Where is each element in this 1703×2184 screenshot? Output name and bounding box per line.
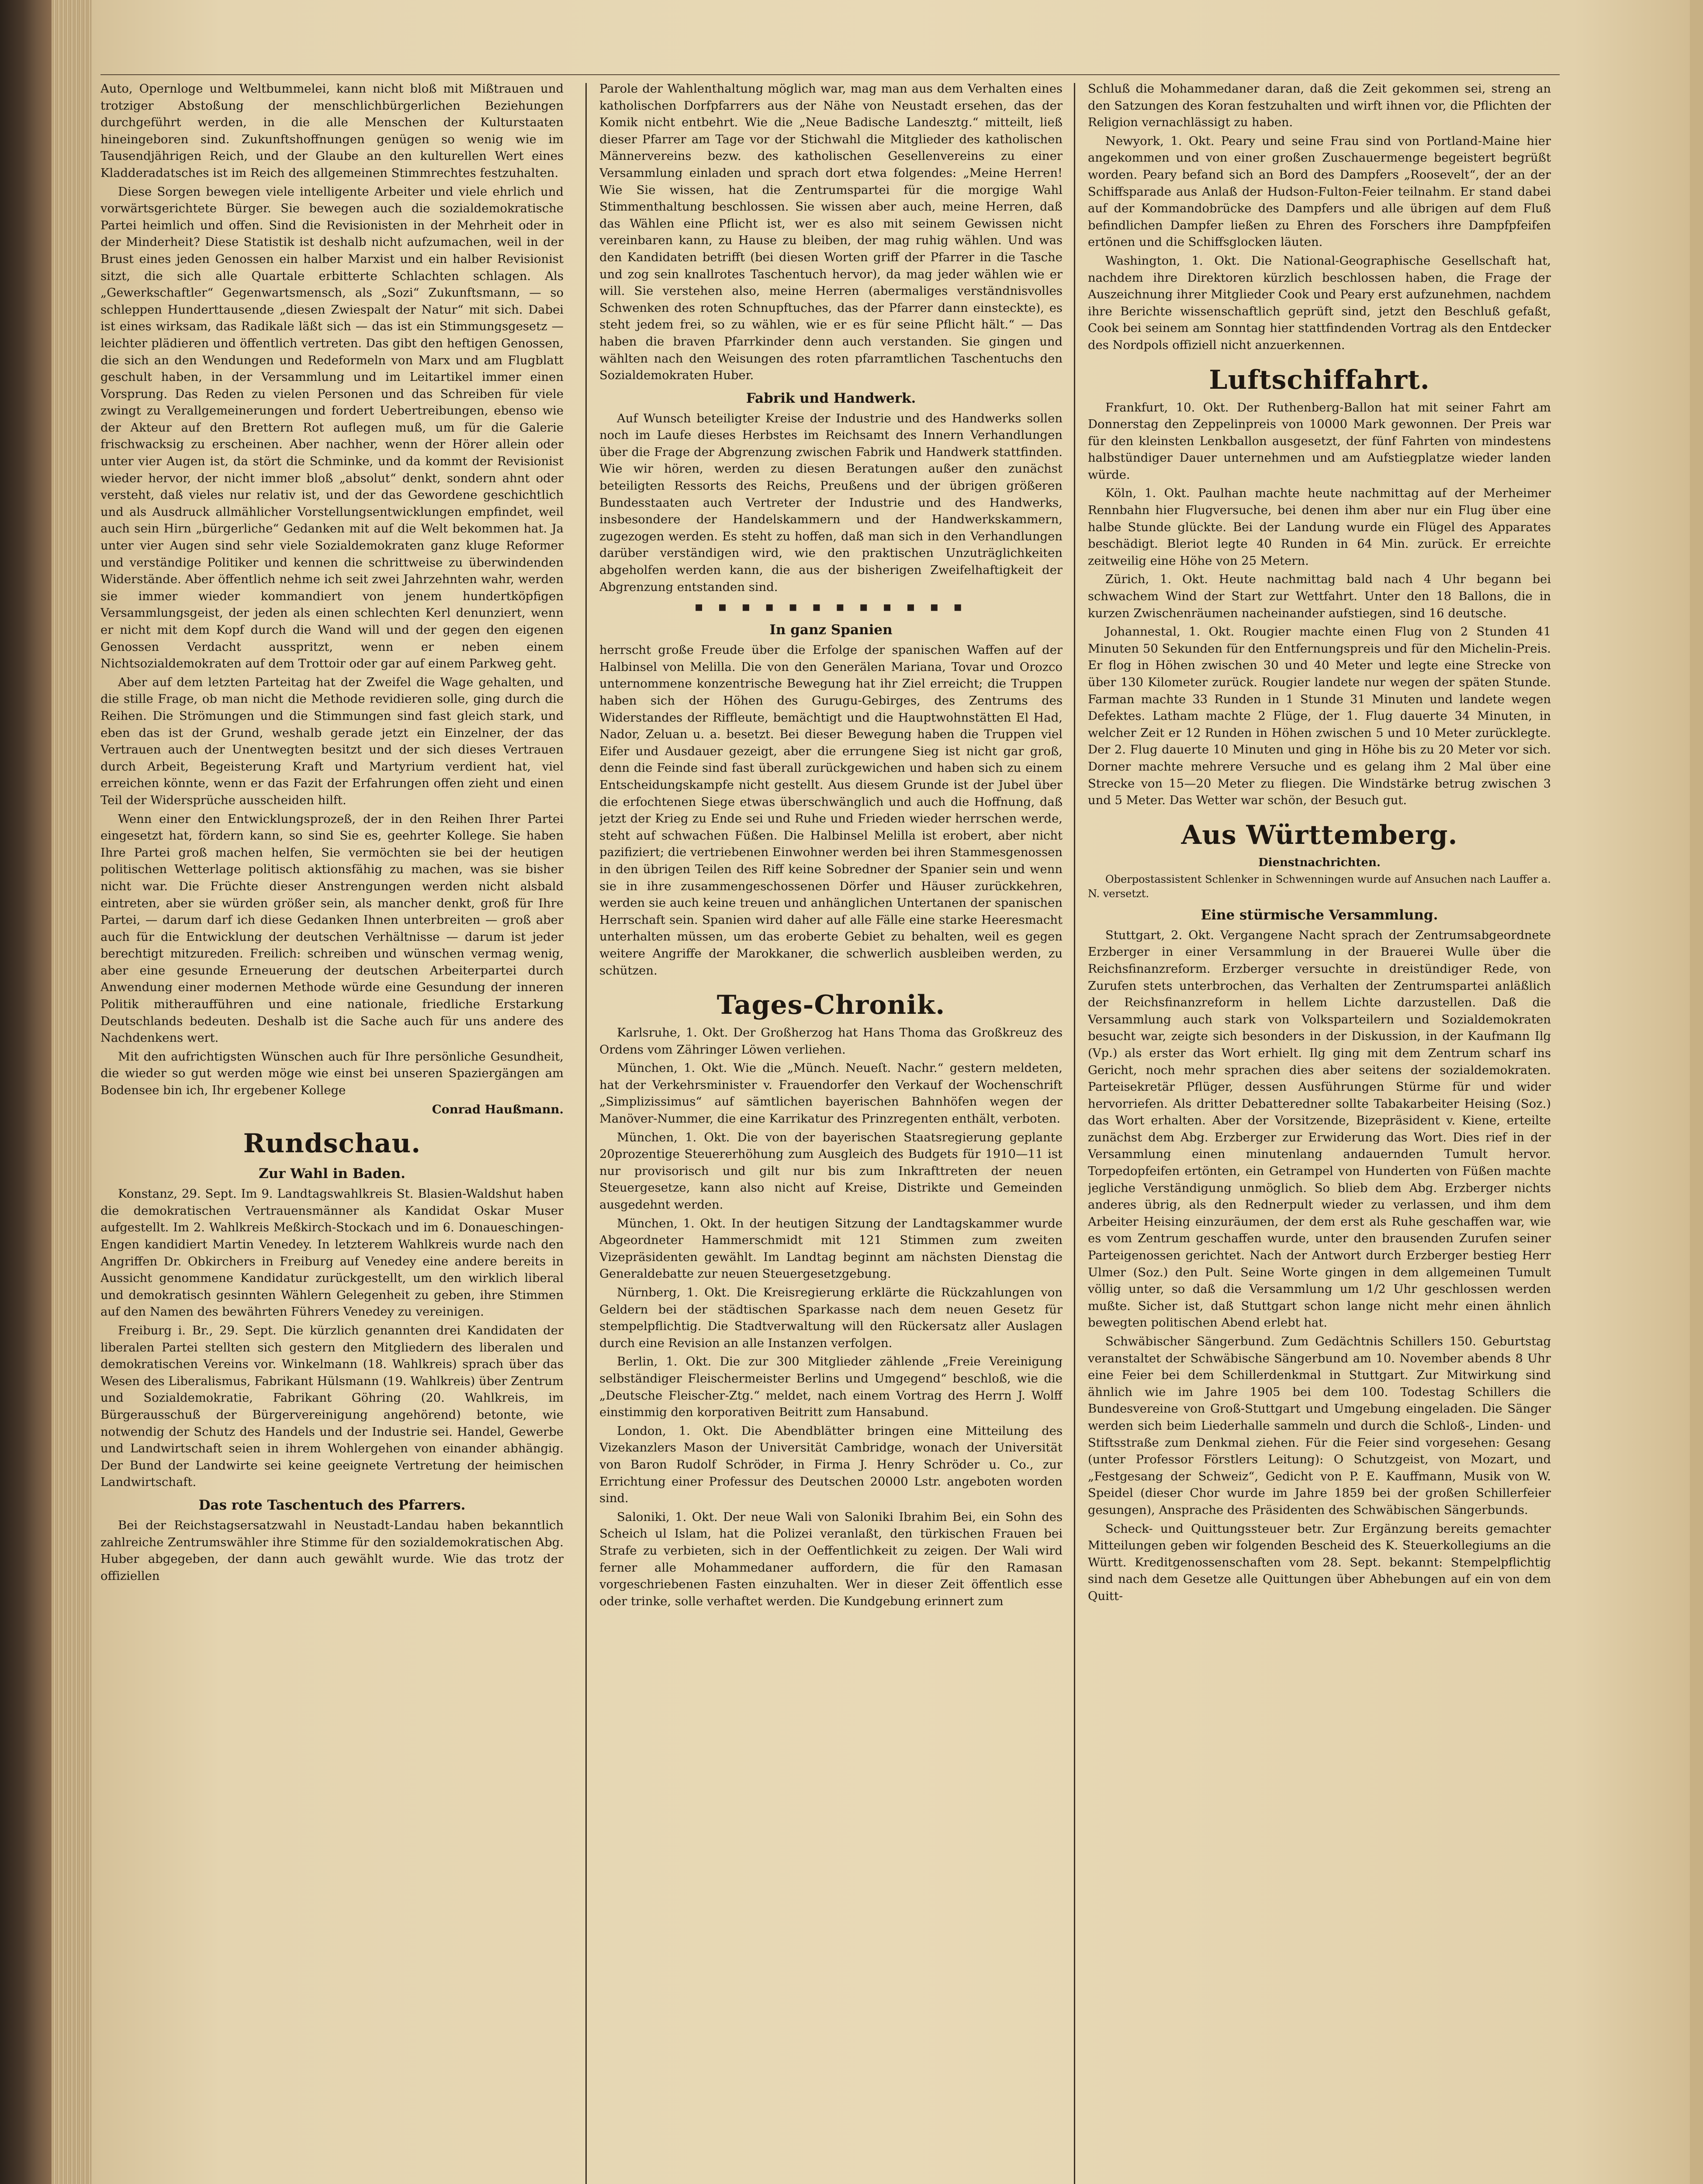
page-edges xyxy=(52,0,92,2184)
news-item: Scheck- und Quittungssteuer betr. Zur Ergänzung bereits gemachter Mitteilungen geben wir folgenden Bescheid des K. Steuerkollegiums an die Württ. Kreditgenossenschaften vom 28. Sept. bekannt: Stempelpflichtig sind nach dem Gesetze alle Quittungen über Abhebungen auf ein von dem Quitt- xyxy=(1088,1522,1551,1603)
right-margin-strip xyxy=(1690,0,1703,2184)
news-item: Newyork, 1. Okt. Peary und seine Frau sind von Portland-Maine hier angekommen und von einer großen Zuschauermenge begeistert begrüßt worden. Peary befand sich an Bord des Dampfers „Roosevelt“, der an der Schiffsparade aus Anlaß der Hudson-Fulton-Feier teilnahm. Er stand dabei auf der Kommandobrücke des Dampfers und alle übrigen auf dem Fluß befindlichen Dampfer ließen zu Ehren des Forschers ihre Dampfpfeifen ertönen und die Schiffsglocken läuten. xyxy=(1088,134,1551,249)
news-item: Schwäbischer Sängerbund. Zum Gedächtnis Schillers 150. Geburtstag veranstaltet der Schwäbische Sängerbund am 10. November abends 8 Uhr eine Feier bei dem Schillerdenkmal in Stuttgart. Zur Mitwirkung sind ähnlich wie im Jahre 1905 bei dem 100. Todestag Schillers die Bundesvereine von Groß-Stuttgart und Umgebung eingeladen. Die Sänger werden sich beim Liederhalle sammeln und durch die Schloß-, Linden- und Stiftsstraße zum Denkmal ziehen. Für die Feier sind vorgesehen: Gesang (unter Professor Förstlers Leitung): O Schutzgeist, von Mozart, und „Festgesang der Schweiz“, Gedicht von P. E. Kauffmann, Musik von W. Speidel (dieser Chor wurde im Jahre 1859 bei der großen Schillerfeier gesungen), Ansprache des Präsidenten des Schwäbischen Sängerbunds. xyxy=(1088,1335,1551,1517)
news-item: Nürnberg, 1. Okt. Die Kreisregierung erklärte die Rückzahlungen von Geldern bei der städtischen Sparkasse nach dem neuen Gesetz für stempelpflichtig. Die Stadtverwaltung will den Rückersatz aller Auslagen durch eine Revision an alle Instanzen verfolgen. xyxy=(599,1286,1063,1350)
article-paragraph: Parole der Wahlenthaltung möglich war, mag man aus dem Verhalten eines katholischen Dorfpfarrers aus der Nähe von Neustadt ersehen, das der Komik nicht entbehrt. Wie die „Neue Badische Landesztg.“ mitteilt, ließ dieser Pfarrer am Tage vor der Stichwahl die Mitglieder des katholischen Männervereins bezw. des katholischen Gesellenvereins zu einer Versammlung einladen und sprach dort etwa folgendes: „Meine Herren! Wie Sie wissen, hat die Zentrumspartei für die morgige Wahl Stimmenthaltung beschlossen. Sie wissen aber auch, meine Herren, daß das Wählen eine Pflicht ist, wer es also mit seinem Gewissen nicht vereinbaren kann, zu Hause zu bleiben, der mag ruhig wählen. Und was den Kandidaten betrifft (bei diesen Worten griff der Pfarrer in die Tasche und zog sein knallrotes Taschentuch hervor), da mag jeder wählen wie er will. Sie verstehen also, meine Herren (abermaliges verständnisvolles Schwenken des roten Schnupftuches, das der Pfarrer dann einsteckte), es steht jedem frei, so zu wählen, wie er es für seine Pflicht hält.“ — Das haben die braven Pfarrkinder denn auch verstanden. Sie gingen und wählten nach den Weisungen des roten pfarramtlichen Taschentuchs den Sozialdemokraten Huber. xyxy=(599,82,1063,383)
section-title-luftschiffahrt: Luftschiffahrt. xyxy=(1209,364,1430,395)
news-item: München, 1. Okt. Die von der bayerischen Staatsregierung geplante 20prozentige Steuererhöhung zum Ausgleich des Budgets für 1910—11 ist nur provisorisch und gilt nur bis zum Inkrafttreten der neuen Steuergesetze, kann also nicht auf Kreise, Distrikte und Gemeinden ausgedehnt werden. xyxy=(599,1130,1063,1212)
news-item: London, 1. Okt. Die Abendblätter bringen eine Mitteilung des Vizekanzlers Mason der Universität Cambridge, wonach der Universität von Baron Rudolf Schröder, in Firma J. Henry Schröder u. Co., zur Errichtung einer Professur des Deutschen 20000 Lstr. angeboten worden sind. xyxy=(599,1424,1063,1506)
news-item: Frankfurt, 10. Okt. Der Ruthenberg-Ballon hat mit seiner Fahrt am Donnerstag den Zeppelinpreis von 10000 Mark gewonnen. Der Preis war für den kleinsten Lenkballon ausgesetzt, der fünf Fahrten von mindestens halbstündiger Dauer unternehmen und am Aufstiegplatze wieder landen würde. xyxy=(1088,401,1551,482)
signature: Conrad Haußmann. xyxy=(432,1102,564,1116)
headline-fabrik-handwerk: Fabrik und Handwerk. xyxy=(746,390,916,406)
column-2 xyxy=(599,81,1063,2184)
section-title-wuerttemberg: Aus Württemberg. xyxy=(1181,819,1458,850)
headline-wahl-baden: Zur Wahl in Baden. xyxy=(259,1166,405,1182)
news-item: Saloniki, 1. Okt. Der neue Wali von Saloniki Ibrahim Bei, ein Sohn des Scheich ul Islam, hat die Polizei veranlaßt, den türkischen Frauen bei Strafe zu verbieten, sich in der Oeffentlichkeit zu zeigen. Der Wali wird ferner alle Mohammedaner auffordern, die für den Ramasan vorgeschriebenen Fasten einzuhalten. Wer in dieser Zeit öffentlich esse oder trinke, solle verhaftet werden. Die Kundgebung erinnert zum xyxy=(599,1510,1063,1608)
article-paragraph: herrscht große Freude über die Erfolge der spanischen Waffen auf der Halbinsel von Melilla. Die von den Generälen Mariana, Tovar und Orozco unternommene konzentrische Bewegung hat ihr Ziel erreicht; die Truppen haben sich der Höhen des Gurugu-Gebirges, des Zentrums des Widerstandes der Riffleute, bemächtigt und die Hauptwohnstätten El Had, Nador, Zeluan u. a. besetzt. Bei dieser Bewegung haben die Truppen viel Eifer und Ausdauer gezeigt, aber die errungene Sieg ist nicht gar groß, denn die Feinde sind fast überall zurückgewichen und haben sich zu einem Entscheidungskampfe nicht gestellt. Aus diesem Grunde ist der Jubel über die erfochtenen Siege etwas überschwänglich und auch die Hoffnung, daß jetzt der Krieg zu Ende sei und Ruhe und Frieden wieder herrschen werde, steht auf schwachen Füßen. Die Halbinsel Melilla ist erobert, aber nicht pazifiziert; die vertriebenen Einwohner werden bei ihren Stammesgenossen in den übrigen Teilen des Riff keine Sobredner der Spanier sein und wenn sie in ihre zusammengeschossenen Dörfer und Häuser zurückkehren, werden sie auch keine treuen und anhänglichen Untertanen der spanischen Herrschaft sein. Spanien wird daher auf alle Fälle eine starke Heeresmacht unterhalten müssen, um das eroberte Gebiet zu behalten, weil es gegen weitere Angriffe der Marokkaner, die schwerlich ausbleiben werden, zu schützen. xyxy=(599,643,1063,978)
news-item: Karlsruhe, 1. Okt. Der Großherzog hat Hans Thoma das Großkreuz des Ordens vom Zähringer Löwen verliehen. xyxy=(599,1026,1063,1057)
news-item: Oberpostassistent Schlenker in Schwenningen wurde auf Ansuchen nach Lauffer a. N. versetzt. xyxy=(1088,873,1551,900)
article-paragraph: Aber auf dem letzten Parteitag hat der Zweifel die Wage gehalten, und die stille Frage, ob man nicht die Methode revidieren solle, ging durch die Reihen. Die Strömungen und die Stimmungen sind fast gleich stark, und eben das ist der Grund, weshalb gerade jetzt ein Einzelner, der das Vertrauen auch der Unentwegten besitzt und der sich dieses Vertrauen durch Arbeit, Begeisterung Kraft und Martyrium verdient hat, viel erreichen könnte, wenn er das Fazit der Erfahrungen offen zieht und einen Teil der Widersprüche ausscheiden hilft. xyxy=(100,675,564,807)
news-item: Washington, 1. Okt. Die National-Geographische Gesellschaft hat, nachdem ihre Direktoren kürzlich beschlossen haben, die Frage der Auszeichnung ihrer Mitglieder Cook und Peary erst aufzunehmen, nachdem ihre Berichte wissenschaftlich geprüft sind, jetzt den Beschluß gefaßt, Cook bei seinem am Sonntag hier stattfindenden Vortrag als den Entdecker des Nordpols offiziell nicht anzuerkennen. xyxy=(1088,254,1551,352)
headline-taschentuch: Das rote Taschentuch des Pfarrers. xyxy=(198,1497,466,1513)
article-paragraph: Wenn einer den Entwicklungsprozeß, der in den Reihen Ihrer Partei eingesetzt hat, fördern kann, so sind Sie es, geehrter Kollege. Sie haben Ihre Partei groß machen helfen, Sie vermöchten sie bei der heutigen politischen Wetterlage politisch aktionsfähig zu machen, was sie bisher nicht war. Die Früchte dieser Anstrengungen werden nicht alsbald eintreten, aber sie würden größer sein, als mancher denkt, groß für Ihre Partei, — darum darf ich diese Gedanken Ihnen unterbreiten — groß aber auch für die Entwicklung der deutschen Verhältnisse — darum ist jeder berechtigt mitzureden. Freilich: schreiben und wünschen vermag wenig, aber eine gesunde Erneuerung der deutschen Arbeiterpartei durch Anwendung einer modernen Methode würde eine Gesundung der inneren Politik mitheraufführen und eine nationale, friedliche Erstarkung Deutschlands bedeuten. Deshalb ist die Sache auch für uns andere des Nachdenkens wert. xyxy=(100,812,564,1045)
news-item: München, 1. Okt. Wie die „Münch. Neueſt. Nachr.“ gestern meldeten, hat der Verkehrsminister v. Frauendorfer den Verkauf der Wochenschrift „Simplizissimus“ auf sämtlichen bayerischen Bahnhöfen wegen der Manöver-Nummer, die eine Karrikatur des Prinzregenten enthält, verboten. xyxy=(599,1061,1063,1126)
section-title-rundschau: Rundschau. xyxy=(243,1128,421,1159)
column-rule-2 xyxy=(1074,83,1075,2184)
article-paragraph: Bei der Reichstagsersatzwahl in Neustadt-Landau haben bekanntlich zahlreiche Zentrumswähler ihre Stimme für den sozialdemokratischen Abg. Huber abgegeben, der dann auch gewählt wurde. Wie das trotz der offiziellen xyxy=(100,1518,564,1583)
column-3 xyxy=(1088,81,1551,2184)
column-rule-1 xyxy=(585,83,587,2184)
book-binding xyxy=(0,0,52,2184)
news-item: München, 1. Okt. In der heutigen Sitzung der Landtagskammer wurde Abgeordneter Hammerschmidt mit 121 Stimmen zum zweiten Vizepräsidenten gewählt. Im Landtag beginnt am nächsten Dienstag die Generaldebatte zur neuen Steuergesetzgebung. xyxy=(599,1216,1063,1281)
article-paragraph: Auto, Opernloge und Weltbummelei, kann nicht bloß mit Mißtrauen und trotziger Abstoßung der menschlichbürgerlichen Beziehungen durchgeführt werden, in die alle Menschen der Kulturstaaten hineingeboren sind. Zukunftshoffnungen genügen so wenig wie im Tausendjährigen Reich, und der Glaube an den kulturellen Wert eines Kladderadatsches ist im Reich des allgemeinen Stimmrechtes festzuhalten. xyxy=(100,82,564,180)
column-1 xyxy=(100,81,564,2184)
news-item: Berlin, 1. Okt. Die zur 300 Mitglieder zählende „Freie Vereinigung selbständiger Fleischermeister Berlins und Umgegend“ beschloß, wie die „Deutsche Fleischer-Ztg.“ meldet, nach einem Vortrag des Herrn J. Wolff einstimmig den korporativen Beitritt zum Hansabund. xyxy=(599,1355,1063,1420)
top-rule xyxy=(100,74,1560,75)
headline-spanien: In ganz Spanien xyxy=(769,622,893,638)
section-title-tages-chronik: Tages-Chronik. xyxy=(717,990,945,1021)
news-item: Stuttgart, 2. Okt. Vergangene Nacht sprach der Zentrumsabgeordnete Erzberger in einer Versammlung in der Brauerei Wulle über die Reichsfinanzreform. Erzberger versuchte in dreistündiger Rede, von Zurufen stets unterbrochen, das Verhalten der Zentrumspartei anläßlich der Reichsfinanzreform in hellem Lichte darzustellen. Daß die Versammlung auch stark von Volksparteilern und Sozialdemokraten besucht war, zeigte sich besonders in der Diskussion, in der Kaufmann Ilg (Vp.) als erster das Wort erhielt. Ilg ging mit dem Zentrum scharf ins Gericht, noch mehr sprachen dies aber seitens der sozialdemokraten. Parteisekretär Pflüger, dessen Ausführungen Stürme für und wider hervorriefen. Als dritter Debatteredner sollte Tabakarbeiter Heising (Soz.) das Wort erhalten. Aber der Vorsitzende, Bizepräsident v. Kiene, erteilte zunächst dem Abg. Erzberger zur Erwiderung das Wort. Dies rief in der Versammlung einen minutenlang andauernden Tumult hervor. Torpedopfeifen ertönten, ein Getrampel von Hunderten von Füßen machte jegliche Verständigung unmöglich. So blieb dem Abg. Erzberger nichts anderes übrig, als den Rednerpult wieder zu verlassen, und ihm dem Arbeiter Heising einzuräumen, der dem erst als Ruhe geschaffen war, wie es vom Zentrum geschaffen wurde, unter den brausenden Zurufen seiner Parteigenossen gerichtet. Nach der Antwort durch Erzberger bestieg Herr Ulmer (Soz.) den Pult. Seine Worte gingen in dem allgemeinen Tumult völlig unter, so daß die Versammlung um 1/2 Uhr geschlossen werden mußte. Sicher ist, daß Stuttgart schon lange nicht mehr einen ähnlich bewegten politischen Abend erlebt hat. xyxy=(1088,928,1551,1330)
news-item: Zürich, 1. Okt. Heute nachmittag bald nach 4 Uhr begann bei schwachem Wind der Start zur Wettfahrt. Unter den 18 Ballons, die in kurzen Zwischenräumen nacheinander aufstiegen, sind 16 deutsche. xyxy=(1088,573,1551,620)
headline-stuermische-versammlung: Eine stürmische Versammlung. xyxy=(1201,907,1438,923)
news-item: Köln, 1. Okt. Paulhan machte heute nachmittag auf der Merheimer Rennbahn hier Flugversuche, bei denen ihm aber nur ein Flug über eine halbe Stunde glückte. Bei der Landung wurde ein Flügel des Apparates beschädigt. Bleriot legte 40 Runden in 64 Min. zurück. Er erreichte zeitweilig eine Höhe von 25 Metern. xyxy=(1088,487,1551,568)
news-item: Konstanz, 29. Sept. Im 9. Landtagswahlkreis St. Blasien-Waldshut haben die demokratischen Vertrauensmänner als Kandidat Oskar Muser aufgestellt. Im 2. Wahlkreis Meßkirch-Stockach und im 6. Donaueschingen-Engen kandidiert Martin Venedey. In letzterem Wahlkreis wurde nach den Angriffen Dr. Obkirchers in Freiburg auf Venedey eine andere bereits in Aussicht genommene Kandidatur zurückgestellt, um den wirklich liberal und demokratisch gesinnten Wählern Gelegenheit zu geben, ihre Stimmen auf den Namen des bewährten Führers Venedey zu vereinigen. xyxy=(100,1187,564,1319)
article-paragraph: Diese Sorgen bewegen viele intelligente Arbeiter und viele ehrlich und vorwärtsgerichtete Bürger. Sie bewegen auch die sozialdemokratische Partei heimlich und offen. Sind die Revisionisten in der Mehrheit oder in der Minderheit? Diese Statistik ist deshalb nicht aufzumachen, weil in der Brust eines jeden Genossen ein halber Marxist und ein halber Revisionist sitzt, die sich alle Quartale erbitterte Schlachten schlagen. Als „Gewerkschaftler“ Gegenwartsmensch, als „Sozi“ Zukunftsmann, — so schleppen Hunderttausende „diesen Zwiespalt der Natur“ mit sich. Dabei ist eines wirksam, das Radikale läßt sich — das ist ein Stimmungsgesetz — leichter plädieren und öffentlich vertreten. Das gibt den heftigen Genossen, die sich an den Wendungen und Redeformeln von Marx und am Flugblatt geschult haben, in der Versammlung und im Leitartikel immer einen Vorsprung. Das Reden zu vielen Personen und das Schreiben für viele zwingt zu Verallgemeinerungen und fordert Uebertreibungen, ebenso wie der Akteur auf den Brettern Rot auflegen muß, um für die Galerie frischwacksig zu erscheinen. Aber nachher, wenn der Hörer allein oder unter vier Augen ist, da stört die Schminke, und da kommt der Revisionist wieder hervor, der nicht immer bloß „absolut“ denkt, sondern ahnt oder versteht, daß vieles nur relativ ist, und der das Gewordene geschichtlich und als Ausdruck allmählicher Vorstellungsentwicklungen empfindet, weil auch sein Hirn „bürgerliche“ Gedanken mit auf die Welt bekommen hat. Ja unter vier Augen sind sehr viele Sozialdemokraten ganz kluge Reformer und verständige Politiker und kennen die schrittweise zu überwindenden Widerstände. Aber öffentlich nehme ich seit zwei Jahrzehnten wahr, werden sie immer wieder kommandiert von jenem hundertköpfigen Versammlungsgeist, der jeden als einen schlechten Kerl denunziert, wenn er nicht mit dem Kopf durch die Wand will und der gegen den eigenen Genossen Verdacht ausspritzt, wenn er neben einem Nichtsozialdemokraten auf dem Trottoir oder gar auf einem Parkweg geht. xyxy=(100,185,564,671)
headline-dienstnachrichten: Dienstnachrichten. xyxy=(1258,856,1381,869)
ornament-divider: ▪ ▪ ▪ ▪ ▪ ▪ ▪ ▪ ▪ ▪ ▪ ▪ xyxy=(694,599,968,615)
article-paragraph: Auf Wunsch beteiligter Kreise der Industrie und des Handwerks sollen noch im Laufe dieses Herbstes im Reichsamt des Innern Verhandlungen über die Frage der Abgrenzung zwischen Fabrik und Handwerk stattfinden. Wie wir hören, werden zu diesen Beratungen außer den zunächst beteiligten Ressorts des Reichs, Preußens und der übrigen größeren Bundesstaaten auch Vertreter der Industrie und des Handwerks, insbesondere der Handelskammern und der Handwerkskammern, zugezogen werden. Es steht zu hoffen, daß man sich in den Verhandlungen darüber verständigen wird, wie den praktischen Unzuträglichkeiten abgeholfen werden kann, die aus der bisherigen Zweifelhaftigkeit der Abgrenzung entstanden sind. xyxy=(599,411,1063,594)
article-paragraph: Mit den aufrichtigsten Wünschen auch für Ihre persönliche Gesundheit, die wieder so gut werden möge wie einst bei unseren Spaziergängen am Bodensee bin ich, Ihr ergebener Kollege xyxy=(100,1050,564,1098)
article-paragraph: Schluß die Mohammedaner daran, daß die Zeit gekommen sei, streng an den Satzungen des Koran festzuhalten und wirft ihnen vor, die Pflichten der Religion vernachlässigt zu haben. xyxy=(1088,82,1551,130)
news-item: Johannestal, 1. Okt. Rougier machte einen Flug von 2 Stunden 41 Minuten 50 Sekunden für den Entfernungspreis und für den Michelin-Preis. Er flog in Höhen zwischen 30 und 40 Meter und legte eine Strecke von über 130 Kilometer zurück. Rougier landete nur wegen der späten Stunde. Farman machte 33 Runden in 1 Stunde 31 Minuten und landete wegen Defektes. Latham machte 2 Flüge, der 1. Flug dauerte 34 Minuten, in welcher Zeit er 12 Runden in Höhen zwischen 5 und 10 Meter zurücklegte. Der 2. Flug dauerte 10 Minuten und ging in Höhe bis zu 20 Meter vor sich. Dorner machte mehrere Versuche und es gelang ihm 2 Mal über eine Strecke von 15—20 Meter zu fliegen. Die Windstärke betrug zwischen 3 und 5 Meter. Das Wetter war schön, der Besuch gut. xyxy=(1088,625,1551,808)
news-item: Freiburg i. Br., 29. Sept. Die kürzlich genannten drei Kandidaten der liberalen Partei stellten sich gestern den Mitgliedern des liberalen und demokratischen Vereins vor. Winkelmann (18. Wahlkreis) sprach über das Wesen des Liberalismus, Fabrikant Hülsmann (19. Wahlkreis) über Zentrum und Sozialdemokratie, Fabrikant Göhring (20. Wahlkreis, im Bürgerausschuß der Bürgervereinigung angehörend) betonte, wie notwendig der Schutz des Handels und der Industrie sei. Handel, Gewerbe und Landwirtschaft seien in ihrem Wohlergehen von einander abhängig. Der Bund der Landwirte sei keine geeignete Vertretung der heimischen Landwirtschaft. xyxy=(100,1324,564,1489)
